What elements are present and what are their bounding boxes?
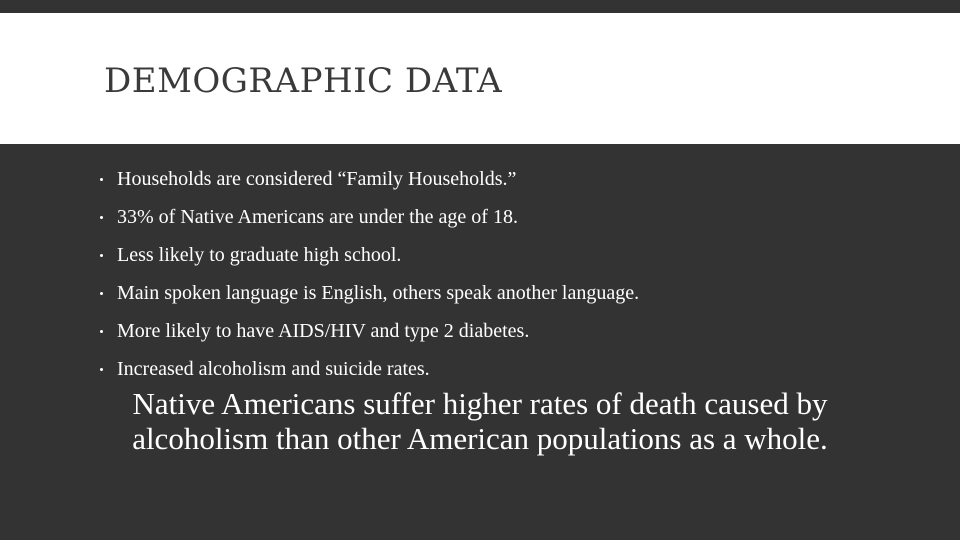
bullet-text: Main spoken language is English, others speak another language.	[117, 281, 640, 304]
bullet-dot-icon	[100, 368, 103, 371]
bullet-item	[100, 350, 920, 388]
bullet-item	[100, 312, 920, 350]
bullet-item	[100, 274, 920, 312]
bullet-text: Households are considered “Family Households.”	[117, 167, 517, 190]
bullet-item	[100, 160, 920, 198]
bullet-text: Less likely to graduate high school.	[117, 243, 402, 266]
bullet-text: 33% of Native Americans are under the age of 18.	[117, 205, 518, 228]
bullet-item	[100, 236, 920, 274]
bullet-text: More likely to have AIDS/HIV and type 2 diabetes.	[117, 319, 530, 342]
bullet-dot-icon	[100, 254, 103, 257]
bullet-dot-icon	[100, 330, 103, 333]
bullet-dot-icon	[100, 292, 103, 295]
bullet-dot-icon	[100, 178, 103, 181]
bullet-list	[100, 160, 920, 388]
bullet-item	[100, 198, 920, 236]
slide-title: DEMOGRAPHIC DATA	[104, 61, 503, 101]
highlight-statement: Native Americans suffer higher rates of death caused by alcoholism than other American populations as a whole.	[132, 386, 828, 456]
bullet-dot-icon	[100, 216, 103, 219]
bullet-text: Increased alcoholism and suicide rates.	[117, 357, 430, 380]
